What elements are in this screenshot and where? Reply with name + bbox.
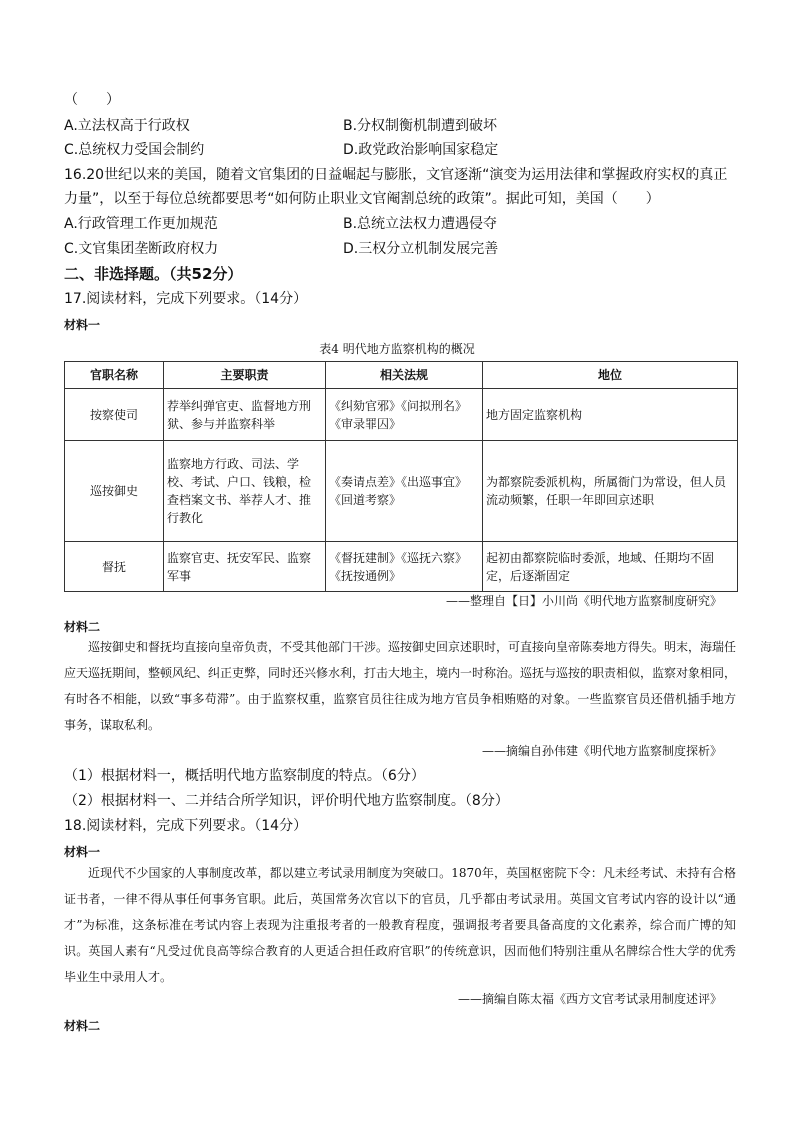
table-header-row [65, 362, 738, 389]
q16-stem-line2: 力量”，以至于每位总统都要思考“如何防止职业文官阉割总统的政策”。据此可知，美国（ ） [64, 191, 660, 207]
table-header: 官职名称 [65, 362, 164, 389]
q18-material1-label: 材料一 [64, 845, 101, 859]
q17-material2-label: 材料二 [64, 620, 101, 634]
q15-option-b: B.分权制衡机制遭到破坏 [343, 118, 498, 134]
section-title: 二、非选择题。（共52分） [64, 265, 243, 283]
table-header: 地位 [483, 362, 738, 389]
q18-stem: 18.阅读材料，完成下列要求。（14分） [64, 818, 308, 834]
q17-subquestion-2: （2）根据材料一、二并结合所学知识，评价明代地方监察制度。（8分） [64, 793, 509, 809]
q15-option-a: A.立法权高于行政权 [64, 118, 190, 134]
supervision-table [64, 361, 738, 592]
table-cell-status: 地方固定监察机构 [483, 389, 738, 441]
q17-material1-label: 材料一 [64, 318, 101, 332]
table-cell-title: 按察使司 [65, 389, 164, 441]
q18-material1-text: 近现代不少国家的人事制度改革，都以建立考试录用制度为突破口。1870年，英国枢密院下令：凡未经考试、未持有合格证书者，一律不得从事任何事务官职。此后，英国常务次官以下的官员，几乎都由考试录用。英国文官考试内容的设计以“通才”为标准，这条标准在考试内容上表现为注重报考者的一般教育程度，强调报考者要具备高度的文化素养，综合而广博的知识。英国人素有“凡受过优良高等综合教育的人更适合担任政府官职”的传统意识，因而他们特别注重从名牌综合性大学的优秀毕业生中录用人才。 [64, 866, 736, 984]
q17-subquestion-1: （1）根据材料一，概括明代地方监察制度的特点。（6分） [64, 768, 425, 784]
q17-material2-source: ——摘编自孙伟建《明代地方监察制度探析》 [481, 744, 722, 758]
q16-option-b: B.总统立法权力遭遇侵夺 [343, 216, 498, 232]
table-cell-duty: 监察官吏、抚安军民、监察军事 [164, 542, 326, 592]
table-row [65, 542, 738, 592]
q17-material2-text: 巡按御史和督抚均直接向皇帝负责，不受其他部门干涉。巡按御史回京述职时，可直接向皇帝陈奏地方得失。明末，海瑞任应天巡抚期间，整顿风纪、纠正吏弊，同时还兴修水利，打击大地主，境内一时称治。巡抚与巡按的职责相似，监察对象相同，有时各不相能，以致“事多苟滞”。由于监察权重，监察官员往往成为地方官员争相贿赂的对象。一些监察官员还借机插手地方事务，谋取私利。 [64, 640, 737, 732]
q16-stem-line1: 16.20世纪以来的美国，随着文官集团的日益崛起与膨胀，文官逐渐“演变为运用法律和掌握政府实权的真正 [64, 167, 728, 183]
table-caption: 表4 明代地方监察机构的概况 [319, 342, 475, 356]
q17-material1-source: ——整理自【日】小川尚《明代地方监察制度研究》 [445, 594, 722, 608]
table-cell-law: 《奏请点差》《出巡事宜》《回道考察》 [326, 441, 483, 542]
table-row [65, 389, 738, 441]
q18-material1-source: ——摘编自陈太福《西方文官考试录用制度述评》 [457, 992, 722, 1006]
table-cell-law: 《纠劾官邪》《问拟刑名》《审录罪囚》 [326, 389, 483, 441]
table-cell-duty: 荐举纠弹官吏、监督地方刑狱、参与并监察科举 [164, 389, 326, 441]
table-cell-duty: 监察地方行政、司法、学校、考试、户口、钱粮，检查档案文书、举荐人才、推行教化 [164, 441, 326, 542]
table-cell-law: 《督抚建制》《巡抚六察》《抚按通例》 [326, 542, 483, 592]
q17-stem: 17.阅读材料，完成下列要求。（14分） [64, 291, 308, 307]
q16-option-a: A.行政管理工作更加规范 [64, 216, 218, 232]
q15-option-d: D.政党政治影响国家稳定 [343, 142, 499, 158]
q15-option-c: C.总统权力受国会制约 [64, 142, 205, 158]
table-cell-status: 起初由都察院临时委派，地域、任期均不固定，后逐渐固定 [483, 542, 738, 592]
table-header: 主要职责 [164, 362, 326, 389]
q16-option-c: C.文官集团垄断政府权力 [64, 241, 219, 257]
table-cell-status: 为都察院委派机构，所属衙门为常设，但人员流动频繁，任职一年即回京述职 [483, 441, 738, 542]
table-header: 相关法规 [326, 362, 483, 389]
table-cell-title: 督抚 [65, 542, 164, 592]
q16-option-d: D.三权分立机制发展完善 [343, 241, 499, 257]
table-cell-title: 巡按御史 [65, 441, 164, 542]
q15-answer-paren: （ ） [64, 92, 120, 108]
table-row [65, 441, 738, 542]
q18-material2-label: 材料二 [64, 1019, 101, 1033]
